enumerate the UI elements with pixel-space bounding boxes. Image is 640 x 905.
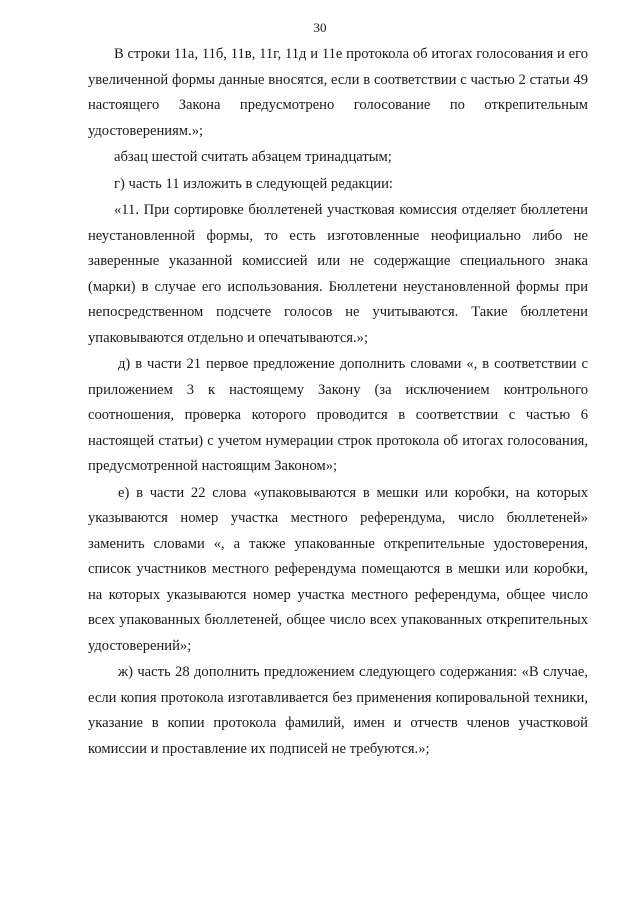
paragraph-item-e: е) в части 22 слова «упаковываются в мешки или коробки, на которых указываются номер участка местного референдума, число бюллетеней» заменить словами «, а также упакованные открепительные удостоверения, список участников местного референдума помещаются в мешки или коробки, на которых указываются номер участка местного референдума, общее число всех упакованных бюллетеней, общее число всех упакованных открепительных удостоверений»; bbox=[88, 484, 588, 654]
paragraph-rows-11: В строки 11а, 11б, 11в, 11г, 11д и 11е протокола об итогах голосования и его увеличенной формы данные вносятся, если в соответствии с частью 2 статьи 49 настоящего Закона предусмотрено голосование по открепительным удостоверениям.»; bbox=[88, 46, 588, 139]
paragraph-item-zh: ж) часть 28 дополнить предложением следующего содержания: «В случае, если копия протокола изготавливается без применения копировальной техники, указание в копии протокола фамилий, имен и отчеств членов участковой комиссии и проставление их подписей не требуются.»; bbox=[88, 664, 588, 757]
paragraph-part-11-text: «11. При сортировке бюллетеней участковая комиссия отделяет бюллетени неустановленной формы, то есть изготовленные неофициально либо не заверенные указанной комиссией или не содержащие специального знака (марки) в случае его использования. Бюллетени неустановленной формы при непосредственном подсчете голосов не учитываются. Такие бюллетени упаковываются отдельно и опечатываются.»; bbox=[88, 202, 588, 346]
page-number: 30 bbox=[313, 20, 327, 35]
paragraph-item-d: д) в части 21 первое предложение дополнить словами «, в соответствии с приложением 3 к настоящему Закону (за исключением контрольного соотношения, проверка которого проводится в соответствии с частью 6 настоящей статьи) с учетом нумерации строк протокола об итогах голосования, предусмотренной настоящим Законом»; bbox=[88, 356, 588, 474]
paragraph-item-g: г) часть 11 изложить в следующей редакции: bbox=[114, 175, 393, 192]
document-body bbox=[88, 42, 588, 762]
paragraph-abzac-shestoy: абзац шестой считать абзацем тринадцатым; bbox=[114, 149, 392, 165]
